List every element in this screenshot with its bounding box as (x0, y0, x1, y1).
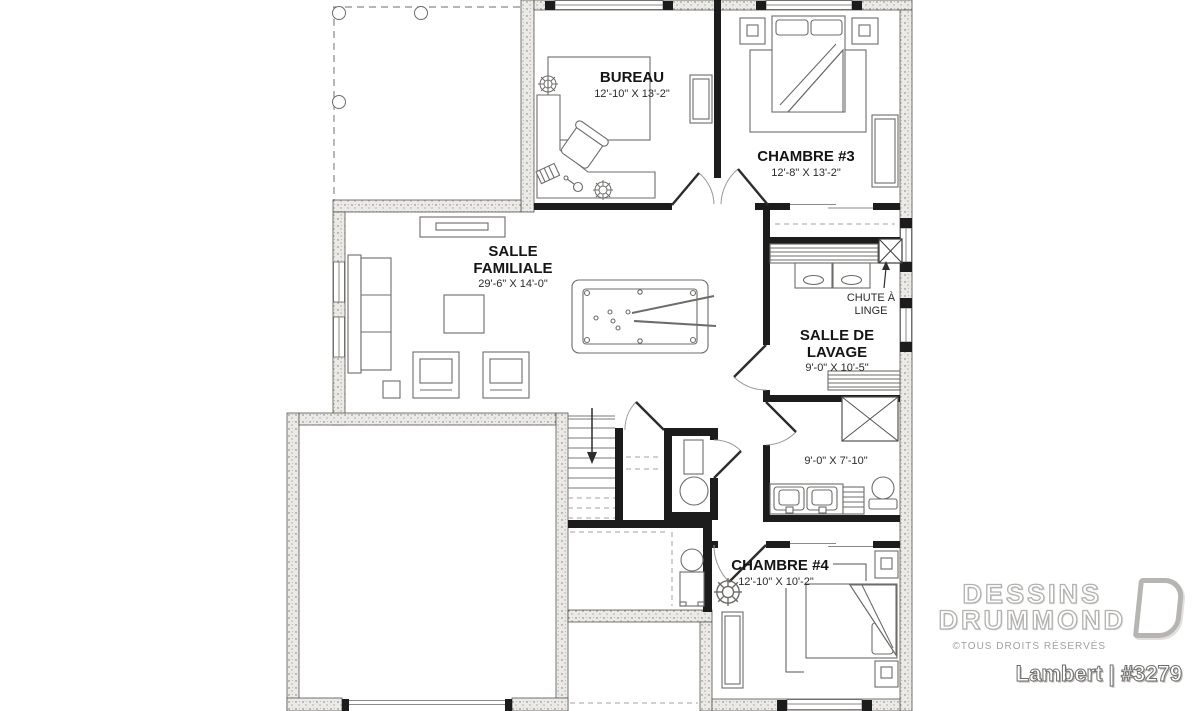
logo-company-line2: DRUMMOND (938, 605, 1126, 635)
label-chute-1: CHUTE À (846, 292, 896, 304)
label-salle-familiale-dim: 29'-6" X 14'-0" (478, 278, 548, 290)
porch-post (333, 96, 346, 109)
pool-table (572, 280, 716, 353)
label-chambre3-dim: 12'-8" X 13'-2" (771, 167, 841, 179)
washer (795, 263, 832, 288)
window (334, 262, 345, 302)
door-bureau (672, 173, 714, 205)
laundry-counter (770, 244, 878, 263)
door-landing (625, 402, 664, 430)
label-leader (786, 588, 804, 672)
dresser (872, 115, 898, 187)
towel-shelf (843, 487, 864, 514)
stairs (568, 408, 698, 703)
nightstand (852, 18, 878, 44)
armchair (483, 352, 529, 398)
window (334, 317, 345, 357)
armchair (413, 352, 459, 398)
dryer (833, 263, 870, 288)
label-lavage-dim: 9'-0" X 10'-5" (805, 362, 869, 374)
label-chambre3: CHAMBRE #3 (757, 148, 855, 165)
garage-door (342, 699, 512, 711)
label-salle-familiale-2: FAMILIALE (473, 260, 553, 277)
door-bain (766, 402, 796, 445)
label-bureau-dim: 12'-10" X 13'-2" (594, 88, 670, 100)
label-chute-2: LINGE (854, 305, 888, 317)
door-chambre3 (721, 169, 768, 205)
label-lavage-2: LAVAGE (806, 344, 868, 361)
label-salle-familiale-1: SALLE (488, 243, 538, 260)
porch-post (333, 7, 346, 20)
tv-cabinet (420, 217, 505, 237)
bookcase (690, 75, 712, 123)
side-table (383, 381, 400, 398)
copyright-text: ©TOUS DROITS RÉSERVÉS (952, 641, 1107, 652)
toilet-tank (684, 440, 703, 474)
vanity (770, 484, 843, 514)
label-leader (833, 564, 866, 581)
nightstand (740, 18, 765, 44)
label-lavage-1: SALLE DE (799, 327, 875, 344)
window (555, 1, 663, 10)
label-chambre4: CHAMBRE #4 (731, 557, 829, 574)
label-bureau: BUREAU (599, 69, 665, 86)
window (901, 308, 912, 342)
nightstand (875, 661, 898, 687)
logo-company-line1: DESSINS (962, 579, 1103, 610)
porch-outline (333, 7, 522, 201)
toilet-bowl (680, 477, 708, 505)
bed (806, 584, 897, 658)
door-lavage (734, 345, 766, 390)
window (766, 1, 852, 10)
drummond-logo (939, 578, 1182, 687)
dresser (722, 612, 743, 688)
shower (842, 397, 898, 441)
plan-name-number: Lambert | #3279 (1015, 661, 1182, 686)
drummond-logo-icon (1133, 578, 1185, 638)
toilet (869, 477, 897, 509)
door-wc (714, 440, 741, 478)
label-bain-dim: 9'-0" X 7'-10" (804, 455, 868, 467)
label-chambre4-dim: 12'-10" X 10'-2" (738, 576, 814, 588)
porch-post (415, 7, 428, 20)
water-heater (680, 549, 704, 606)
wc-fixtures (680, 440, 708, 505)
nightstand (875, 551, 898, 578)
bed (772, 16, 845, 112)
laundry-chute (879, 239, 902, 288)
window (787, 700, 862, 710)
sofa (348, 255, 391, 373)
coffee-table (444, 295, 484, 333)
